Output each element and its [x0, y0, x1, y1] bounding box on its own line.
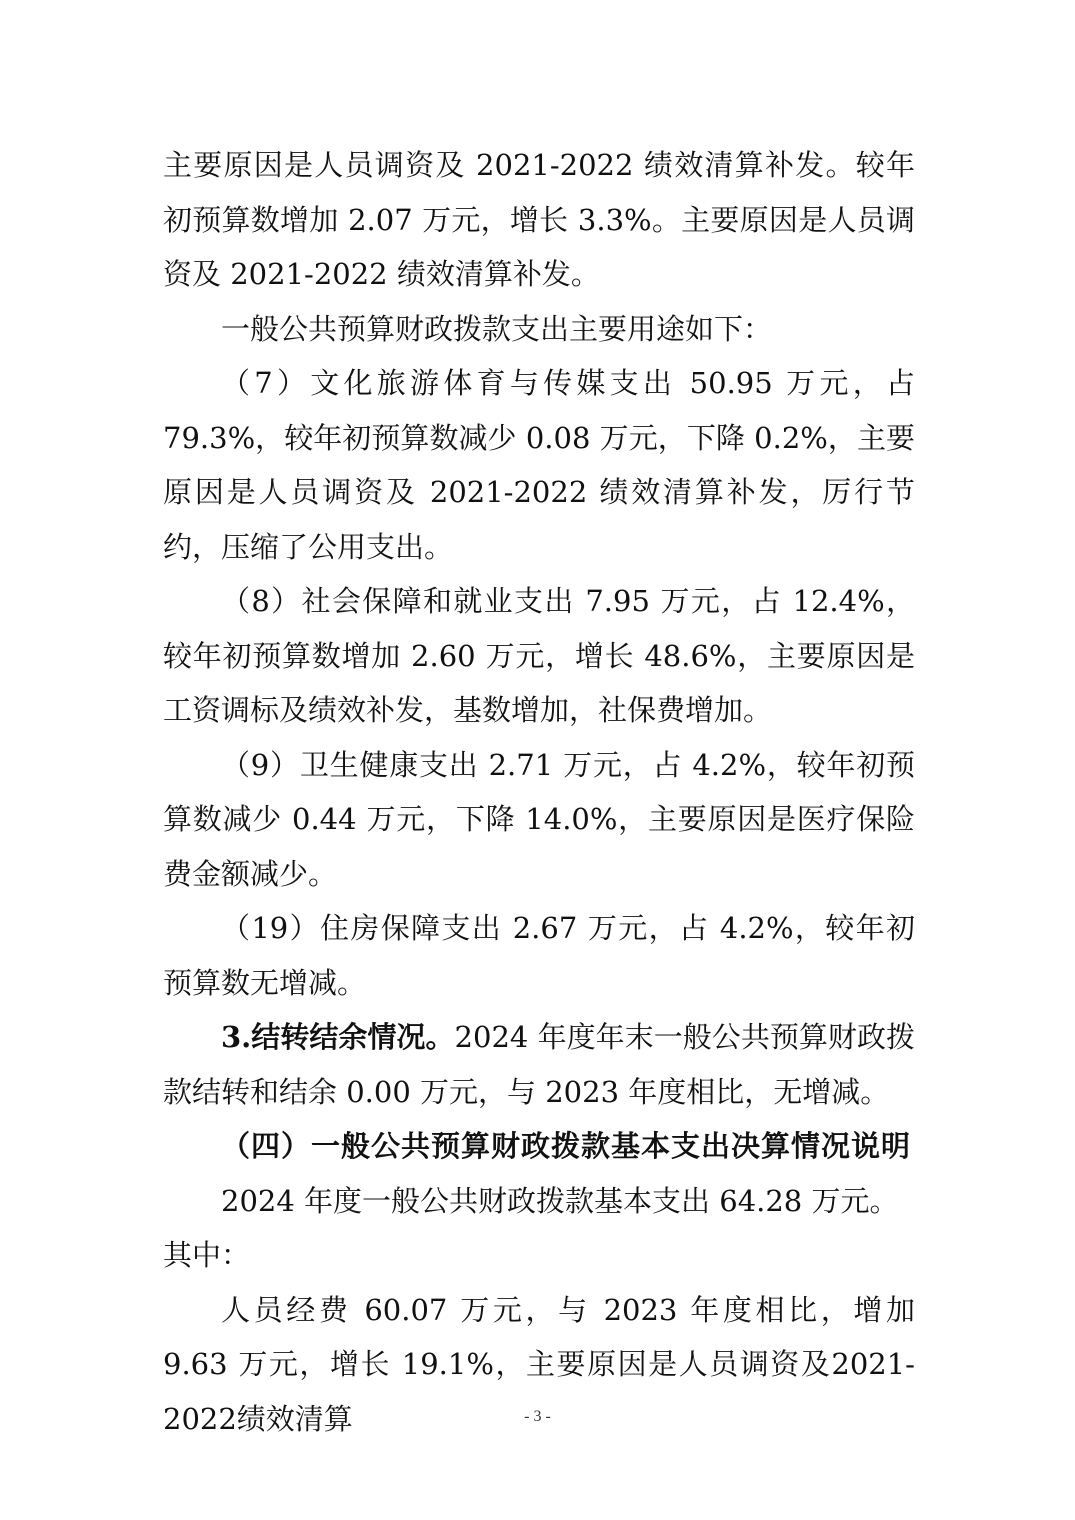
paragraph-carryover — [163, 1010, 915, 1119]
section-heading-4: （四）一般公共预算财政拨款基本支出决算情况说明 — [221, 1129, 912, 1163]
page-number: - 3 - — [524, 1408, 551, 1425]
carryover-text: 2024 年度年末一般公共预算财政拨款结转和结余 0.00 万元，与 2023 年度相比，无增减。 — [163, 1020, 915, 1109]
paragraph-continued: 主要原因是人员调资及 2021-2022 绩效清算补发。较年初预算数增加 2.07 万元，增长 3.3%。主要原因是人员调资及 2021-2022 绩效清算补发。 — [163, 148, 915, 291]
paragraph-among: 其中： — [163, 1238, 251, 1272]
paragraph-basic-expenditure: 2024 年度一般公共财政拨款基本支出 64.28 万元。 — [221, 1183, 899, 1218]
carryover-heading: 3.结转结余情况。 — [221, 1020, 455, 1054]
paragraph-item-8: （8）社会保障和就业支出 7.95 万元，占 12.4%，较年初预算数增加 2.60 万元，增长 48.6%，主要原因是工资调标及绩效补发，基数增加，社保费增加。 — [163, 584, 915, 727]
paragraph-personnel-cost: 人员经费 60.07 万元，与 2023 年度相比，增加 9.63 万元，增长 19.1%，主要原因是人员调资及2021-2022绩效清算 — [163, 1292, 915, 1436]
paragraph-item-9: （9）卫生健康支出 2.71 万元，占 4.2%，较年初预算数减少 0.44 万元，下降 14.0%，主要原因是医疗保险费金额减少。 — [163, 747, 915, 891]
document-body — [163, 138, 915, 1446]
paragraph-item-7: （7）文化旅游体育与传媒支出 50.95 万元，占 79.3%，较年初预算数减少 0.08 万元，下降 0.2%，主要原因是人员调资及 2021-2022 绩效清算补发，厉行节约，压缩了公用支出。 — [163, 366, 915, 564]
paragraph-item-19: （19）住房保障支出 2.67 万元，占 4.2%，较年初预算数无增减。 — [163, 911, 915, 1000]
paragraph-usage-intro: 一般公共预算财政拨款支出主要用途如下： — [221, 311, 773, 346]
